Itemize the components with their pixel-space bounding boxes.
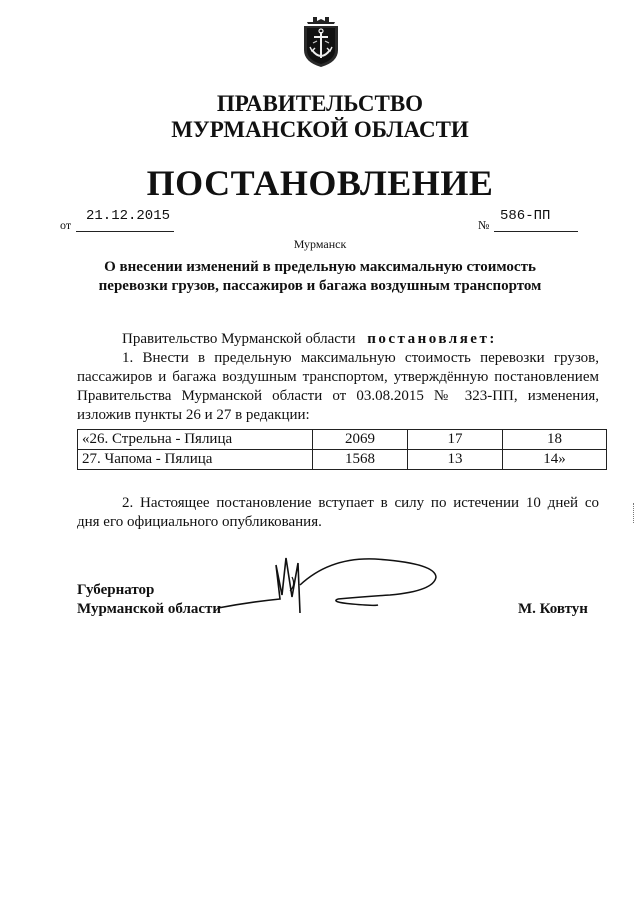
org-name-line2: МУРМАНСКОЙ ОБЛАСТИ: [171, 117, 469, 142]
table-row: [78, 450, 607, 470]
item1-line2: пассажиров и багажа воздушным транспортом, утверждённую постановлением: [77, 369, 599, 385]
subject-line2: перевозки грузов, пассажиров и багажа воздушным транспортом: [98, 278, 542, 294]
item1-line4: изложив пункты 26 и 27 в редакции:: [77, 407, 310, 423]
coat-of-arms-emblem: [301, 14, 341, 68]
number-prefix: №: [478, 218, 490, 232]
signatory-title-line2: Мурманской области: [77, 601, 222, 617]
number-field: [494, 208, 578, 232]
table-row: [78, 430, 607, 450]
value-cell: 1568: [313, 450, 408, 470]
date-prefix: от: [60, 218, 72, 232]
number-value: 586-ПП: [500, 208, 551, 224]
item-1-paragraph: [77, 349, 599, 425]
handwritten-signature: [210, 555, 450, 625]
org-name-line1: ПРАВИТЕЛЬСТВО: [216, 91, 424, 116]
date-value: 21.12.2015: [86, 208, 171, 224]
value-cell: 2069: [313, 430, 408, 450]
document-type-title: ПОСТАНОВЛЕНИЕ: [146, 163, 494, 203]
value-cell: 14»: [503, 450, 607, 470]
route-cell: 27. Чапома - Пялица: [78, 450, 313, 470]
value-cell: 18: [503, 430, 607, 450]
item2-line1: 2. Настоящее постановление вступает в силу по истечении 10 дней со: [122, 495, 599, 511]
item-2-paragraph: [77, 494, 599, 532]
intro-text: Правительство Мурманской области: [122, 331, 356, 347]
document-subject: [0, 258, 640, 296]
signatory-title-line1: Губернатор: [77, 582, 155, 598]
item1-line3: Правительства Мурманской области от 03.08.2015 № 323-ПП, изменения,: [77, 388, 599, 404]
signatory-title: [77, 581, 221, 619]
route-cell: «26. Стрельна - Пялица: [78, 430, 313, 450]
page-edge-mark: [633, 503, 637, 523]
value-cell: 17: [408, 430, 503, 450]
city-name: Мурманск: [293, 237, 347, 251]
date-field: [76, 208, 174, 232]
value-cell: 13: [408, 450, 503, 470]
intro-paragraph: [122, 330, 497, 349]
item2-line2: дня его официального опубликования.: [77, 514, 322, 530]
rates-table: [77, 429, 607, 470]
signatory-name: М. Ковтун: [518, 601, 588, 617]
item1-line1: 1. Внести в предельную максимальную стоимость перевозки грузов,: [122, 350, 599, 366]
subject-line1: О внесении изменений в предельную максимальную стоимость: [104, 259, 536, 275]
intro-action: постановляет:: [367, 331, 497, 347]
